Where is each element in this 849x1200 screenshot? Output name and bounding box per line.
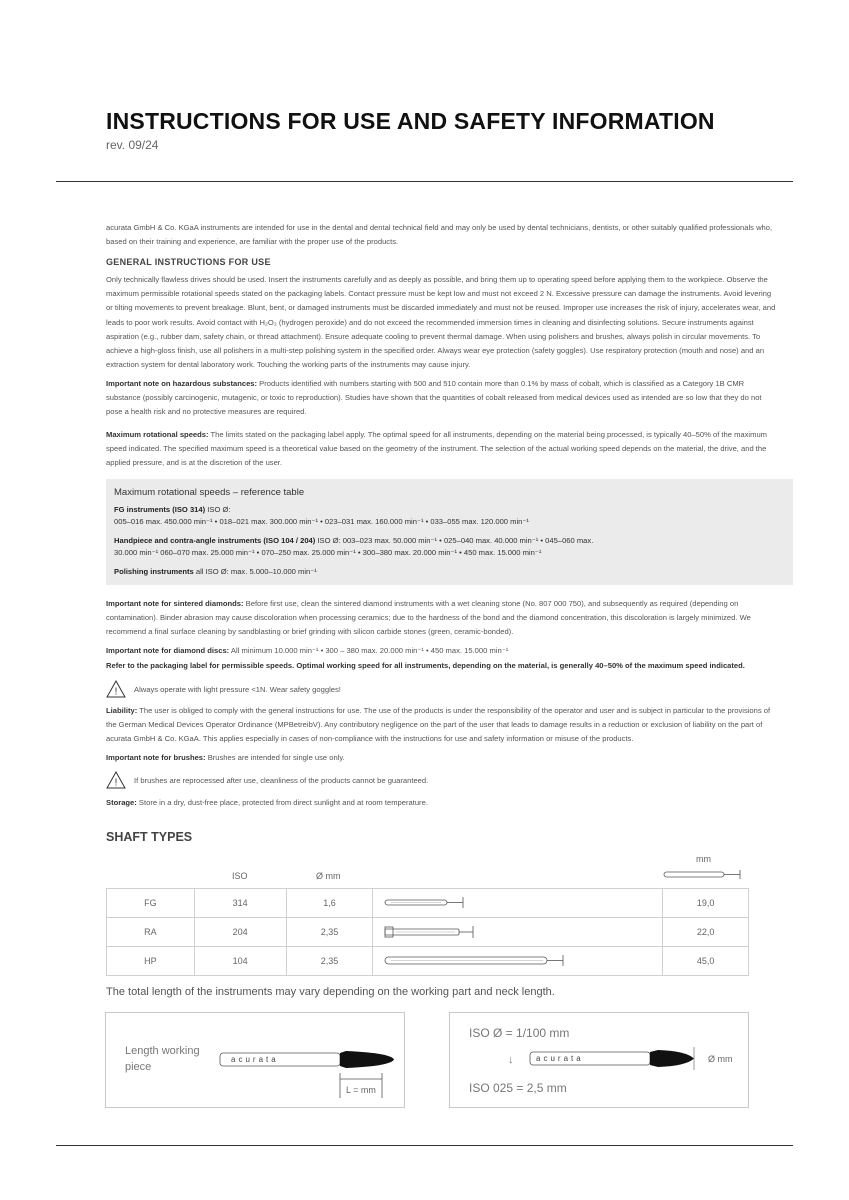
warning-text-1: Always operate with light pressure <1N. Wear safety goggles! (134, 685, 341, 694)
warning-row-2 (106, 771, 506, 791)
shaft-drawing-cell (373, 889, 663, 918)
svg-text:!: ! (114, 686, 118, 698)
shaft-types-table (106, 888, 749, 976)
warning-icon (106, 680, 126, 698)
warning-icon (106, 771, 126, 789)
hp-speeds (114, 535, 784, 546)
iso-cell: 104 (194, 947, 286, 976)
liability-paragraph (106, 704, 778, 747)
working-length-dim: L = mm (346, 1085, 376, 1095)
reference-table-title: Maximum rotational speeds – reference table (114, 487, 305, 498)
shaft-types-heading: SHAFT TYPES (106, 830, 193, 844)
sintered-label: Important note for sintered diamonds: (106, 599, 244, 608)
length-cell: 22,0 (663, 918, 749, 947)
diam-cell: 1,6 (286, 889, 373, 918)
shaft-length-note: The total length of the instruments may vary depending on the working part and neck length. (106, 986, 555, 998)
polishing-label: Polishing instruments (114, 567, 194, 576)
col-mm-header: mm (696, 854, 711, 864)
general-paragraph: Only technically flawless drives should be used. Insert the instruments carefully and as deeply as possible, and bring them up to operating speed before applying them to the workpiece. Observe the maximum permissible rotational speeds stated on the packaging labels. Contact pressure must be kept low and must not exceed 2 N. Excessive pressure can damage the instruments. Avoid levering or tilting movements to prevent breakage. Blunt, bent, or damaged instruments must be discarded immediately and must not be reused. Improper use increases the risk of injury, accelerates wear, and leads to poor work results. Avoid contact with H₂O₂ (hydrogen peroxide) and do not exceed the recommended immersion times in cleaning and disinfecting solutions. Secure instruments against aspiration (e.g., rubber dam, safety chain, or thread attachment). Ensure adequate cooling to prevent thermal damage. When using polishers and brushes, always polish in circular movements. To achieve a high-gloss finish, use all polishers in a multi-step polishing system in the specified order. Always wear eye protection (safety goggles). Use respiratory protection (mouth and nose) and an extraction system for dental laboratory work. Touching the working parts of the instruments may cause injury. (106, 275, 776, 370)
reference-table-box (106, 479, 793, 585)
diam-cell: 2,35 (286, 947, 373, 976)
fg-label: FG instruments (ISO 314) (114, 505, 206, 514)
working-length-label: Length working piece (125, 1045, 200, 1073)
discs-refer (106, 659, 778, 673)
polishing-speeds (114, 566, 784, 577)
iso-cell: 204 (194, 918, 286, 947)
intro-paragraph: acurata GmbH & Co. KGaA instruments are intended for use in the dental and dental technical field and may only be used by dental technicians, dentists, or other suitably qualified professionals who, based on their training and experience, are familiar with the proper use of the products. (106, 223, 773, 247)
storage-paragraph (106, 796, 778, 810)
shaft-type-cell: HP (107, 947, 195, 976)
header-divider (56, 181, 793, 182)
storage-text: Store in a dry, dust-free place, protected from direct sunlight and at room temperature. (136, 798, 428, 807)
col-diam-header: Ø mm (316, 871, 341, 881)
liability-text: The user is obliged to comply with the general instructions for use. The use of the products is under the responsibility of the operator and user and is subject in particular to the provisions of the German Medical Devices Operator Ordinance (MPBetreibV). Any contributory negligence on the part of the user that leads to damage results in a reduction or exclusion of liability on the part of acurata GmbH & Co. KGaA. This applies especially in cases of non-compliance with the instructions for use and safety information or misuse of the products. (106, 706, 771, 744)
sintered-text: Before first use, clean the sintered diamond instruments with a wet cleaning stone (No. 807 000 750), and subsequently as required (depending on contamination). Binder abrasion may cause discoloration when processing ceramics; due to the hardness of the bond and the diamond concentration, this discoloration is largely minimized. We recommend a final surface cleaning by sandblasting or brief grinding with silicon carbide stones (green, ceramic-bonded). (106, 599, 751, 637)
general-heading: GENERAL INSTRUCTIONS FOR USE (106, 257, 271, 267)
col-iso-header: ISO (232, 871, 248, 881)
shaft-type-cell: FG (107, 889, 195, 918)
table-row (107, 947, 749, 976)
iso-example: ISO 025 = 2,5 mm (469, 1081, 567, 1095)
warning-row-1 (106, 680, 506, 700)
storage-label: Storage: (106, 798, 137, 807)
svg-text:!: ! (114, 777, 118, 789)
warning-text-2: If brushes are reprocessed after use, cleanliness of the products cannot be guaranteed. (134, 776, 429, 785)
revision-label: rev. 09/24 (106, 138, 159, 152)
length-scale-icon (660, 868, 745, 882)
brushes-label: Important note for brushes: (106, 753, 206, 762)
liability-label: Liability: (106, 706, 138, 715)
fg-shaft-icon (383, 896, 483, 910)
discs-refer-text: Refer to the packaging label for permissible speeds. Optimal working speed for all instruments, depending on the material, is generally 40–50% of the maximum speed indicated. (106, 661, 745, 670)
discs-label: Important note for diamond discs: (106, 646, 230, 655)
hp-values-2: 30.000 min⁻¹ 060–070 max. 25.000 min⁻¹ • 070–250 max. 25.000 min⁻¹ • 300–380 max. 20.000 min⁻¹ • 450 max. 15.000 min⁻¹ (114, 548, 542, 557)
table-row (107, 889, 749, 918)
brushes-text: Brushes are intended for single use only. (205, 753, 345, 762)
shaft-drawing-cell (373, 918, 663, 947)
iso-diameter-drawing (526, 1043, 716, 1083)
iso-diameter-diagram (449, 1012, 749, 1108)
sintered-paragraph (106, 597, 778, 640)
hazardous-paragraph (106, 377, 778, 420)
table-row (107, 918, 749, 947)
polishing-values: all ISO Ø: max. 5.000–10.000 min⁻¹ (193, 567, 317, 576)
hazardous-text: Products identified with numbers starting with 500 and 510 contain more than 0.1% by mass of cobalt, which is classified as a Category 1B CMR substance (possibly carcinogenic, mutagenic, or toxic to reproduction). Studies have shown that the quantities of cobalt released from medical devices used as intended are so low that they do not pose a health risk and no protective measures are required. (106, 379, 762, 417)
hp-values-1: ISO Ø: 003–023 max. 50.000 min⁻¹ • 025–040 max. 40.000 min⁻¹ • 045–060 max. (315, 536, 594, 545)
hp-shaft-icon (383, 953, 583, 969)
iso-definition: ISO Ø = 1/100 mm (469, 1026, 570, 1040)
fg-speeds (114, 504, 784, 515)
iso-cell: 314 (194, 889, 286, 918)
fg-values: 005–016 max. 450.000 min⁻¹ • 018–021 max. 300.000 min⁻¹ • 023–031 max. 160.000 min⁻¹ • 033–055 max. 120.000 min⁻¹ (114, 517, 529, 526)
max-speeds-text: The limits stated on the packaging label apply. The optimal speed for all instruments, depending on the material being processed, is typically 40–50% of the maximum speed indicated. The specified maximum speed is a theoretical value based on the geometry of the instrument. The selection of the actual working speed depends on the material, the drive, and the applied pressure, and is at the discretion of the user. (106, 430, 767, 468)
brushes-paragraph (106, 751, 778, 765)
diam-cell: 2,35 (286, 918, 373, 947)
max-speeds-paragraph (106, 428, 778, 471)
page-title: INSTRUCTIONS FOR USE AND SAFETY INFORMATION (106, 108, 715, 134)
hazardous-label: Important note on hazardous substances: (106, 379, 258, 388)
max-speeds-label: Maximum rotational speeds: (106, 430, 209, 439)
length-cell: 45,0 (663, 947, 749, 976)
arrow-down-icon: ↓ (508, 1054, 514, 1066)
working-length-diagram (105, 1012, 405, 1108)
discs-text: All minimum 10.000 min⁻¹ • 300 – 380 max. 20.000 min⁻¹ • 450 max. 15.000 min⁻¹ (229, 646, 509, 655)
discs-paragraph (106, 644, 778, 658)
ra-shaft-icon (383, 924, 493, 940)
diameter-dim: Ø mm (708, 1054, 733, 1064)
fg-suffix: ISO Ø: (205, 505, 231, 514)
hp-label: Handpiece and contra-angle instruments (ISO 104 / 204) (114, 536, 316, 545)
brand-engraving: acurata (231, 1055, 279, 1064)
length-cell: 19,0 (663, 889, 749, 918)
footer-divider (56, 1145, 793, 1146)
shaft-type-cell: RA (107, 918, 195, 947)
shaft-drawing-cell (373, 947, 663, 976)
brand-engraving: acurata (536, 1054, 584, 1063)
